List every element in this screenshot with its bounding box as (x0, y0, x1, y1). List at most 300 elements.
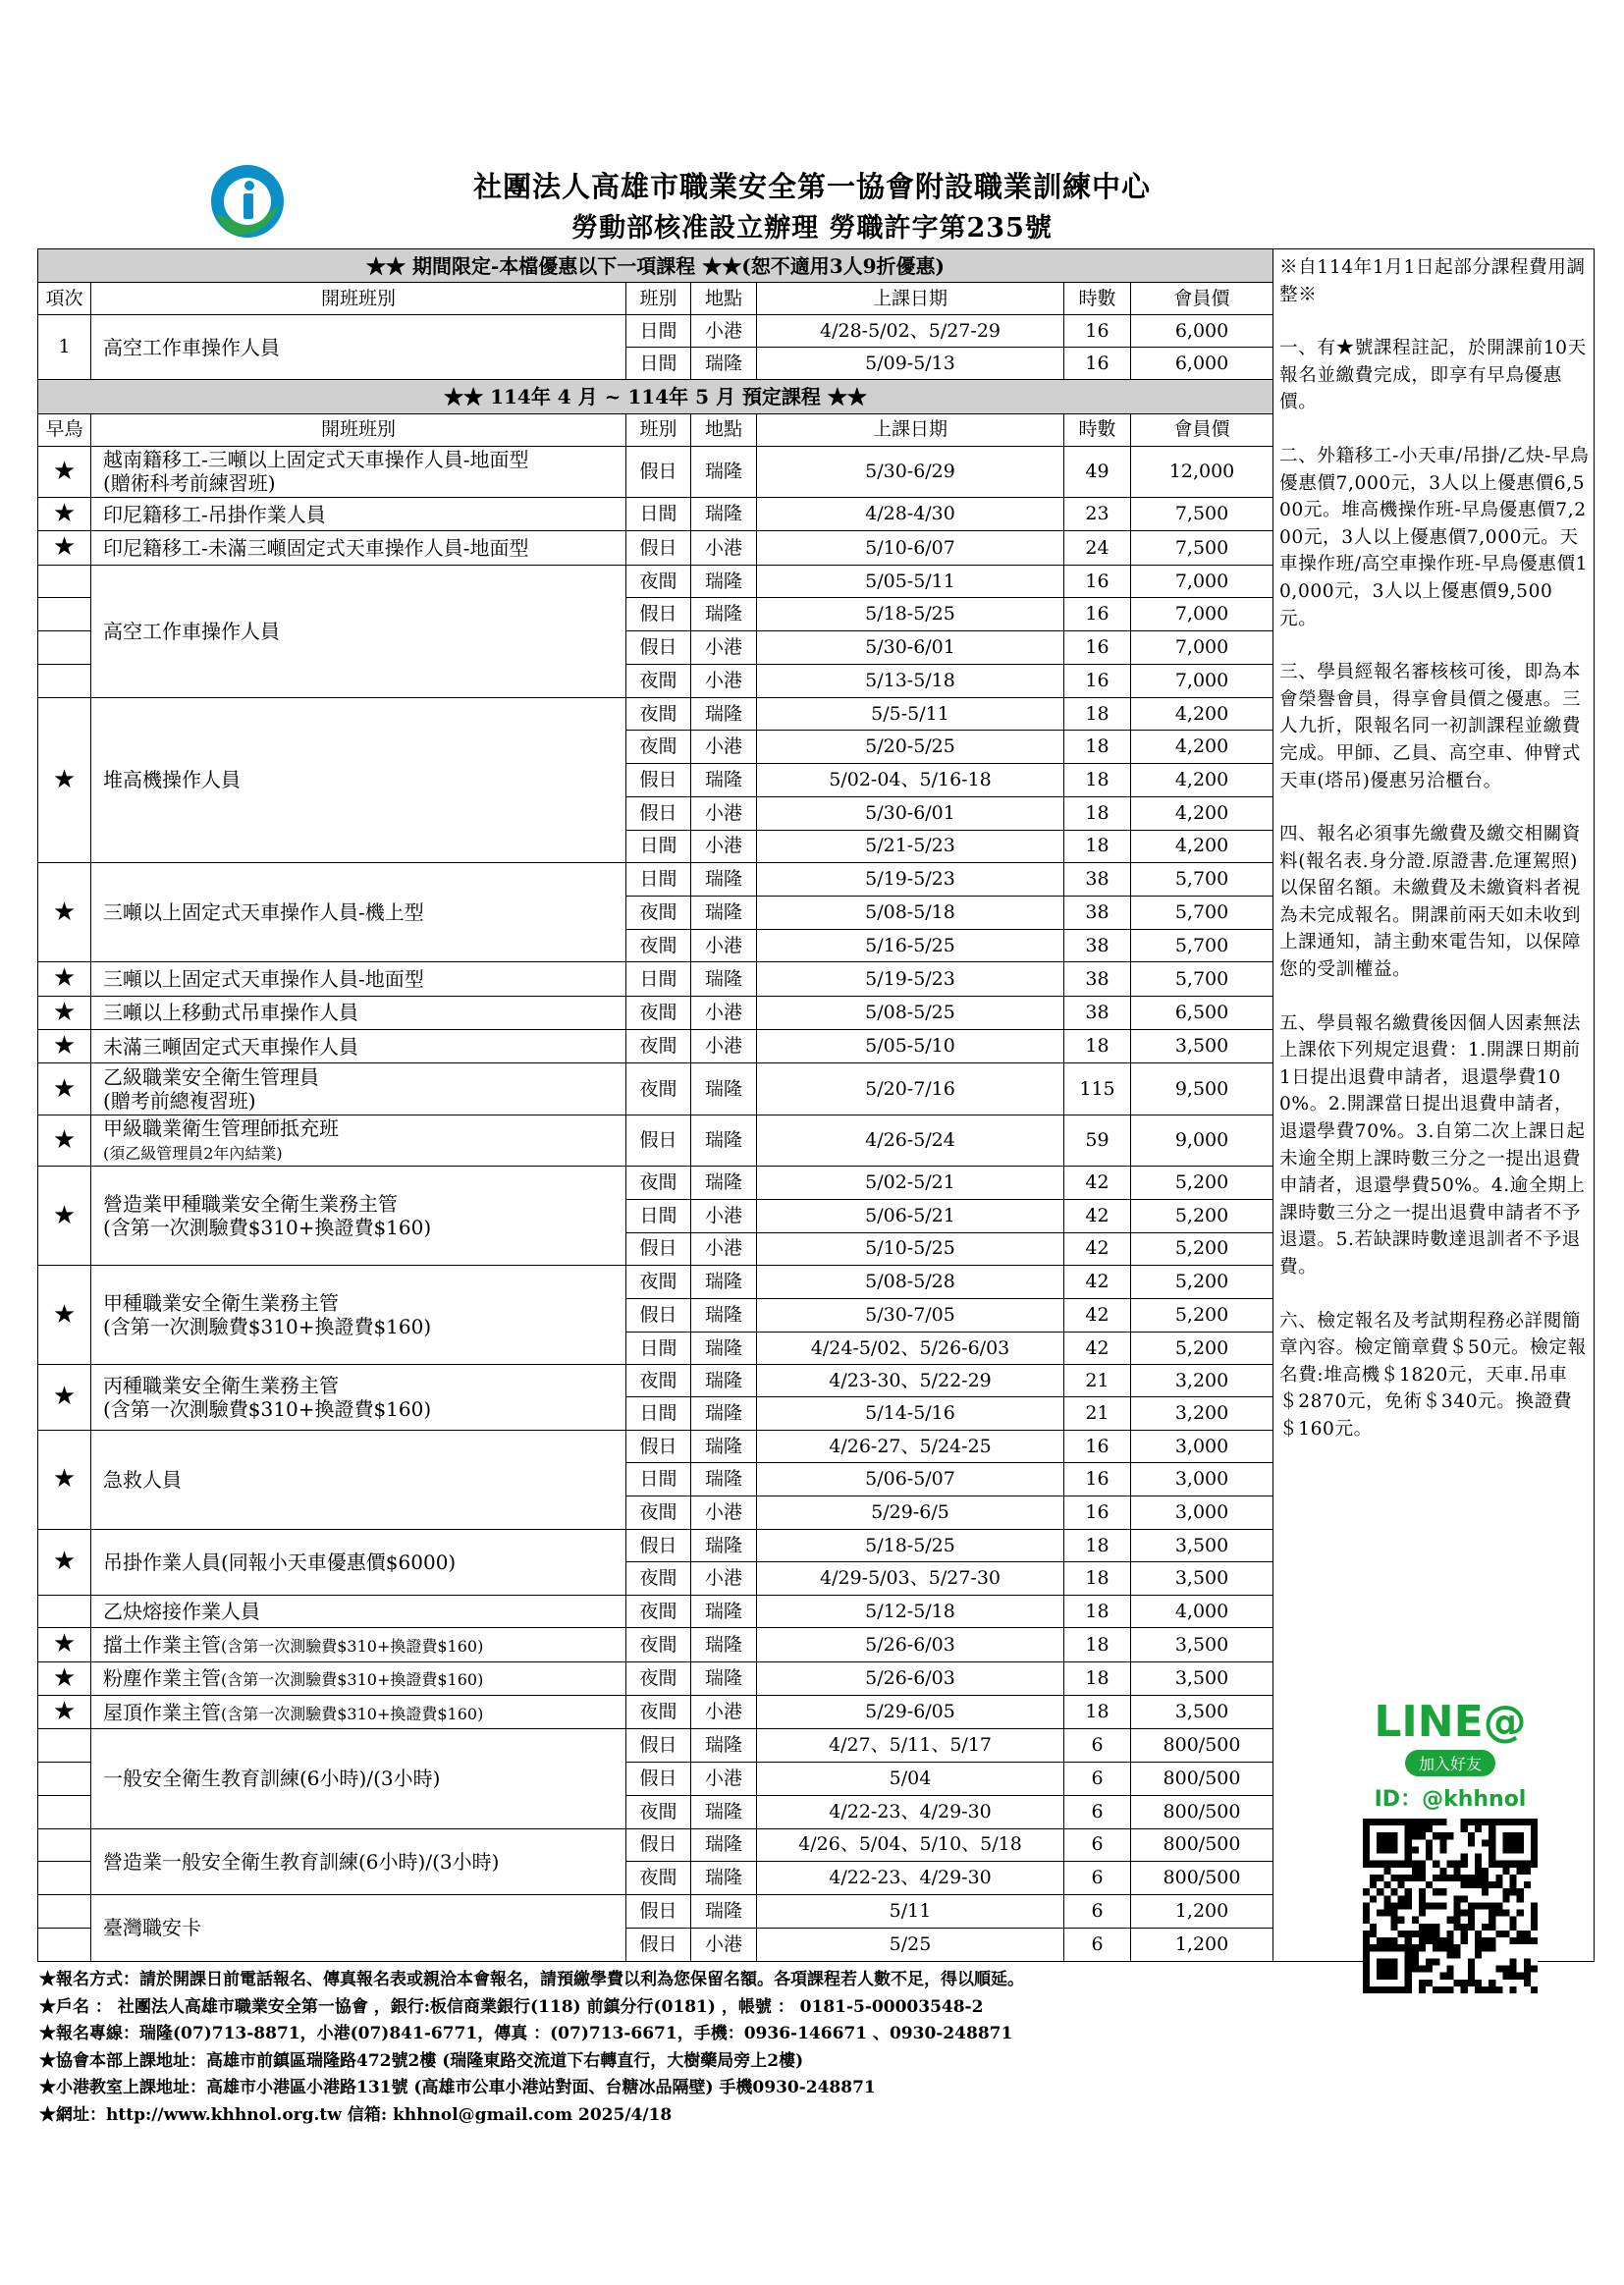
cell-date: 4/23-30、5/22-29 (757, 1365, 1064, 1397)
cell-hours: 18 (1064, 1628, 1131, 1661)
header-course-col: 開班班別 (91, 413, 626, 446)
cell-place: 小港 (691, 830, 757, 863)
course-name (91, 446, 626, 497)
cell-shift: 假日 (626, 1298, 691, 1332)
cell-price: 7,000 (1131, 565, 1273, 598)
cell-place: 瑞隆 (691, 1729, 757, 1763)
cell-date: 5/08-5/28 (757, 1266, 1064, 1299)
early-bird-empty (38, 1763, 91, 1796)
course-name-text: 急救人員 (103, 1467, 182, 1492)
cell-date: 5/02-04、5/16-18 (757, 764, 1064, 797)
early-bird-empty (38, 598, 91, 631)
cell-place: 小港 (691, 1928, 757, 1961)
course-name-text: 臺灣職安卡 (103, 1916, 201, 1940)
cell-date: 4/22-23、4/29-30 (757, 1795, 1064, 1828)
table-row (38, 315, 1273, 348)
cell-date: 5/04 (757, 1763, 1064, 1796)
cell-price: 7,500 (1131, 531, 1273, 565)
early-bird-star-icon: ★ (38, 1115, 91, 1166)
table-row (38, 1695, 1273, 1728)
cell-place: 瑞隆 (691, 1862, 757, 1895)
cell-date: 4/22-23、4/29-30 (757, 1862, 1064, 1895)
cell-place: 瑞隆 (691, 1795, 757, 1828)
cell-price: 1,200 (1131, 1928, 1273, 1961)
early-bird-empty (38, 1729, 91, 1763)
table-row (38, 498, 1273, 531)
course-name (91, 498, 626, 531)
cell-hours: 18 (1064, 796, 1131, 830)
cell-date: 5/08-5/25 (757, 996, 1064, 1029)
early-bird-star-icon: ★ (38, 498, 91, 531)
cell-place: 小港 (691, 1695, 757, 1728)
table-row (38, 1661, 1273, 1695)
cell-place: 小港 (691, 1763, 757, 1796)
cell-shift: 假日 (626, 1894, 691, 1928)
cell-shift: 日間 (626, 1463, 691, 1496)
cell-place: 瑞隆 (691, 1894, 757, 1928)
course-name-text: 三噸以上固定式天車操作人員-地面型 (103, 967, 424, 992)
course-name (91, 1063, 626, 1115)
table-row (38, 1828, 1273, 1862)
table-row (38, 1365, 1273, 1397)
table-row (38, 1430, 1273, 1463)
table-row (38, 1167, 1273, 1200)
header-index-col: 項次 (38, 283, 91, 315)
cell-hours: 16 (1064, 598, 1131, 631)
early-bird-empty (38, 1928, 91, 1961)
cell-date: 5/08-5/18 (757, 896, 1064, 929)
cell-hours: 6 (1064, 1828, 1131, 1862)
course-name-text: 粉塵作業主管 (103, 1666, 221, 1691)
header-price-col: 會員價 (1131, 283, 1273, 315)
course-name-text: 越南籍移工-三噸以上固定式天車操作人員-地面型 (103, 448, 529, 472)
cell-shift: 日間 (626, 1199, 691, 1232)
course-name-text: 擋土作業主管 (103, 1632, 221, 1657)
table-row (38, 1529, 1273, 1562)
cell-place: 小港 (691, 731, 757, 764)
early-bird-star-icon: ★ (38, 697, 91, 863)
course-name-text: 三噸以上移動式吊車操作人員 (103, 1001, 358, 1025)
cell-price: 6,000 (1131, 315, 1273, 348)
cell-place: 瑞隆 (691, 446, 757, 497)
cell-date: 4/26-5/24 (757, 1115, 1064, 1166)
cell-price: 5,200 (1131, 1332, 1273, 1365)
promo-header-row (38, 283, 1273, 315)
course-name (91, 1729, 626, 1828)
course-name (91, 1628, 626, 1661)
cell-date: 5/26-6/03 (757, 1661, 1064, 1695)
table-row (38, 1030, 1273, 1063)
cell-place: 瑞隆 (691, 962, 757, 996)
cell-shift: 日間 (626, 830, 691, 863)
promo-banner: ★★ 期間限定-本檔優惠以下一項課程 ★★(恕不適用3人9折優惠) (38, 249, 1273, 283)
cell-place: 小港 (691, 1496, 757, 1530)
header-price-col: 會員價 (1131, 413, 1273, 446)
cell-date: 5/26-6/03 (757, 1628, 1064, 1661)
cell-hours: 18 (1064, 731, 1131, 764)
cell-shift: 假日 (626, 531, 691, 565)
course-name-text: 乙級職業安全衛生管理員 (103, 1065, 319, 1090)
cell-hours: 6 (1064, 1795, 1131, 1828)
cell-hours: 16 (1064, 1496, 1131, 1530)
cell-shift: 夜間 (626, 1695, 691, 1728)
early-bird-empty (38, 1828, 91, 1862)
cell-date: 5/20-7/16 (757, 1063, 1064, 1115)
cell-hours: 42 (1064, 1199, 1131, 1232)
course-name-text: 吊掛作業人員(同報小天車優惠價$6000) (103, 1550, 457, 1574)
table-row (38, 1596, 1273, 1628)
promo-index: 1 (38, 315, 91, 380)
schedule-banner-row (38, 380, 1273, 413)
early-bird-star-icon: ★ (38, 1167, 91, 1266)
early-bird-star-icon: ★ (38, 1266, 91, 1365)
cell-shift: 假日 (626, 446, 691, 497)
cell-hours: 16 (1064, 664, 1131, 697)
cell-price: 3,000 (1131, 1430, 1273, 1463)
cell-date: 4/28-5/02、5/27-29 (757, 315, 1064, 348)
cell-shift: 夜間 (626, 1030, 691, 1063)
early-bird-empty (38, 1795, 91, 1828)
cell-date: 5/10-6/07 (757, 531, 1064, 565)
cell-hours: 21 (1064, 1365, 1131, 1397)
cell-place: 小港 (691, 996, 757, 1029)
cell-place: 小港 (691, 929, 757, 962)
cell-price: 3,500 (1131, 1030, 1273, 1063)
cell-shift: 假日 (626, 1928, 691, 1961)
footer-line: ★協會本部上課地址：高雄市前鎮區瑞隆路472號2樓 (瑞隆東路交流道下右轉直行，大樹藥局旁上2樓) (39, 2050, 804, 2071)
cell-date: 5/18-5/25 (757, 1529, 1064, 1562)
cell-price: 4,200 (1131, 796, 1273, 830)
table-row (38, 446, 1273, 497)
cell-date: 5/11 (757, 1894, 1064, 1928)
footer-line: ★戶名 ： 社團法人高雄市職業安全第一協會 ，銀行:板信商業銀行(118) 前鎮分行(0181) ，帳號 ： 0181-5-00003548-2 (39, 1996, 984, 2017)
cell-shift: 夜間 (626, 731, 691, 764)
table-row (38, 1894, 1273, 1928)
cell-date: 4/24-5/02、5/26-6/03 (757, 1332, 1064, 1365)
cell-price: 5,700 (1131, 863, 1273, 897)
header-index-col: 早鳥 (38, 413, 91, 446)
cell-hours: 42 (1064, 1167, 1131, 1200)
cell-shift: 夜間 (626, 1063, 691, 1115)
cell-shift: 夜間 (626, 1167, 691, 1200)
course-name-text: 高空工作車操作人員 (103, 619, 280, 643)
early-bird-star-icon: ★ (38, 962, 91, 996)
cell-hours: 38 (1064, 962, 1131, 996)
course-name (91, 863, 626, 962)
cell-price: 800/500 (1131, 1828, 1273, 1862)
cell-price: 3,200 (1131, 1397, 1273, 1430)
cell-price: 5,700 (1131, 896, 1273, 929)
cell-date: 5/06-5/21 (757, 1199, 1064, 1232)
cell-price: 9,500 (1131, 1063, 1273, 1115)
header-shift-col: 班別 (626, 283, 691, 315)
cell-shift: 夜間 (626, 896, 691, 929)
cell-hours: 18 (1064, 830, 1131, 863)
header-shift-col: 班別 (626, 413, 691, 446)
cell-price: 5,200 (1131, 1232, 1273, 1266)
cell-price: 1,200 (1131, 1894, 1273, 1928)
cell-place: 瑞隆 (691, 1332, 757, 1365)
cell-date: 5/29-6/5 (757, 1496, 1064, 1530)
table-row (38, 1115, 1273, 1166)
cell-place: 瑞隆 (691, 1063, 757, 1115)
cell-hours: 42 (1064, 1266, 1131, 1299)
cell-shift: 日間 (626, 498, 691, 531)
notes-heading: ※自114年1月1日起部分課程費用調整※ (1279, 257, 1586, 305)
cell-date: 5/16-5/25 (757, 929, 1064, 962)
cell-date: 5/05-5/10 (757, 1030, 1064, 1063)
cell-shift: 假日 (626, 631, 691, 665)
cell-place: 瑞隆 (691, 565, 757, 598)
cell-date: 5/25 (757, 1928, 1064, 1961)
cell-price: 800/500 (1131, 1763, 1273, 1796)
line-logo: LINE@ (1374, 1697, 1527, 1747)
cell-date: 5/30-7/05 (757, 1298, 1064, 1332)
cell-price: 5,200 (1131, 1199, 1273, 1232)
cell-place: 瑞隆 (691, 1430, 757, 1463)
early-bird-empty (38, 1862, 91, 1895)
cell-date: 5/14-5/16 (757, 1397, 1064, 1430)
cell-price: 3,500 (1131, 1562, 1273, 1596)
early-bird-star-icon: ★ (38, 1695, 91, 1728)
course-name-text: 堆高機操作人員 (103, 768, 241, 792)
cell-price: 5,700 (1131, 962, 1273, 996)
cell-place: 瑞隆 (691, 1397, 757, 1430)
cell-date: 5/5-5/11 (757, 697, 1064, 731)
cell-date: 5/18-5/25 (757, 598, 1064, 631)
cell-hours: 16 (1064, 565, 1131, 598)
cell-hours: 16 (1064, 1430, 1131, 1463)
cell-hours: 38 (1064, 929, 1131, 962)
course-name-text: 丙種職業安全衛生業務主管 (103, 1373, 339, 1397)
cell-hours: 38 (1064, 996, 1131, 1029)
cell-place: 瑞隆 (691, 1266, 757, 1299)
cell-price: 3,200 (1131, 1365, 1273, 1397)
course-name (91, 1695, 626, 1728)
cell-place: 瑞隆 (691, 1365, 757, 1397)
cell-price: 4,200 (1131, 830, 1273, 863)
early-bird-star-icon: ★ (38, 1365, 91, 1430)
cell-date: 5/09-5/13 (757, 348, 1064, 380)
cell-shift: 假日 (626, 1430, 691, 1463)
table-row (38, 697, 1273, 731)
early-bird-empty (38, 1894, 91, 1928)
cell-hours: 6 (1064, 1763, 1131, 1796)
cell-hours: 6 (1064, 1928, 1131, 1961)
course-name (91, 962, 626, 996)
cell-place: 小港 (691, 315, 757, 348)
course-name (91, 1828, 626, 1894)
cell-shift: 假日 (626, 1115, 691, 1166)
cell-shift: 假日 (626, 598, 691, 631)
course-name-text: 未滿三噸固定式天車操作人員 (103, 1034, 358, 1059)
cell-place: 瑞隆 (691, 1828, 757, 1862)
header-date-col: 上課日期 (757, 413, 1064, 446)
cell-hours: 59 (1064, 1115, 1131, 1166)
cell-price: 3,500 (1131, 1661, 1273, 1695)
cell-price: 3,000 (1131, 1496, 1273, 1530)
cell-hours: 42 (1064, 1232, 1131, 1266)
cell-shift: 夜間 (626, 996, 691, 1029)
course-name (91, 1030, 626, 1063)
schedule-banner: ★★ 114年 4 月 ~ 114年 5 月 預定課程 ★★ (38, 380, 1273, 413)
line-add-friend-button[interactable]: 加入好友 (1405, 1750, 1495, 1776)
cell-place: 瑞隆 (691, 1167, 757, 1200)
cell-hours: 6 (1064, 1862, 1131, 1895)
cell-hours: 42 (1064, 1332, 1131, 1365)
promo-banner-row (38, 249, 1273, 283)
cell-place: 瑞隆 (691, 697, 757, 731)
cell-hours: 21 (1064, 1397, 1131, 1430)
early-bird-star-icon: ★ (38, 1529, 91, 1595)
cell-shift: 夜間 (626, 1365, 691, 1397)
cell-price: 7,000 (1131, 664, 1273, 697)
note-item: 一、有★號課程註記，於開課前10天報名並繳費完成，即享有早鳥優惠價。 (1279, 338, 1587, 413)
course-name (91, 697, 626, 863)
cell-date: 4/26-27、5/24-25 (757, 1430, 1064, 1463)
cell-place: 瑞隆 (691, 1628, 757, 1661)
cell-price: 6,500 (1131, 996, 1273, 1029)
cell-price: 3,500 (1131, 1628, 1273, 1661)
cell-price: 4,200 (1131, 731, 1273, 764)
cell-date: 4/27、5/11、5/17 (757, 1729, 1064, 1763)
cell-place: 瑞隆 (691, 863, 757, 897)
cell-shift: 假日 (626, 1529, 691, 1562)
cell-place: 瑞隆 (691, 1596, 757, 1628)
cell-date: 5/20-5/25 (757, 731, 1064, 764)
cell-hours: 38 (1064, 863, 1131, 897)
cell-place: 瑞隆 (691, 1463, 757, 1496)
course-name-text: 印尼籍移工-吊掛作業人員 (103, 502, 326, 526)
course-name-note: (贈考前總複習班) (103, 1089, 256, 1114)
course-name (91, 1115, 626, 1166)
cell-hours: 18 (1064, 764, 1131, 797)
course-name (91, 1596, 626, 1628)
cell-price: 6,000 (1131, 348, 1273, 380)
cell-date: 5/06-5/07 (757, 1463, 1064, 1496)
course-name (91, 996, 626, 1029)
note-item: 三、學員經報名審核核可後，即為本會榮譽會員，得享會員價之優惠。三人九折，限報名同一初訓課程並繳費完成。甲師、乙員、高空車、伸臂式天車(塔吊)優惠另洽櫃台。 (1279, 662, 1582, 791)
early-bird-star-icon: ★ (38, 996, 91, 1029)
cell-date: 5/29-6/05 (757, 1695, 1064, 1728)
cell-price: 4,000 (1131, 1596, 1273, 1628)
cell-place: 瑞隆 (691, 498, 757, 531)
cell-hours: 42 (1064, 1298, 1131, 1332)
cell-place: 小港 (691, 664, 757, 697)
cell-place: 瑞隆 (691, 896, 757, 929)
cell-date: 5/02-5/21 (757, 1167, 1064, 1200)
line-contact (1342, 1697, 1558, 1997)
note-item: 六、檢定報名及考試期程務必詳閱簡章內容。檢定簡章費＄50元。檢定報名費:堆高機＄1820元，天車.吊車＄2870元，免術＄340元。換證費＄160元。 (1279, 1310, 1587, 1440)
footer-line: ★小港教室上課地址：高雄市小港區小港路131號 (高雄市公車小港站對面、台糖冰品隔壁) 手機0930-248871 (39, 2078, 876, 2097)
course-name-note: (含第一次測驗費$310+換證費$160) (221, 1670, 484, 1690)
course-name-text: 印尼籍移工-未滿三噸固定式天車操作人員-地面型 (103, 536, 529, 561)
footer-line: ★網址：http://www.khhnol.org.tw 信箱: khhnol@gmail.com 2025/4/18 (39, 2104, 673, 2125)
cell-hours: 16 (1064, 631, 1131, 665)
table-row (38, 996, 1273, 1029)
cell-place: 小港 (691, 531, 757, 565)
document-header (0, 157, 1624, 245)
cell-shift: 日間 (626, 863, 691, 897)
cell-hours: 23 (1064, 498, 1131, 531)
cell-shift: 夜間 (626, 1562, 691, 1596)
early-bird-star-icon: ★ (38, 1628, 91, 1661)
course-name (91, 1167, 626, 1266)
cell-price: 800/500 (1131, 1795, 1273, 1828)
cell-hours: 6 (1064, 1729, 1131, 1763)
early-bird-star-icon: ★ (38, 1030, 91, 1063)
cell-price: 12,000 (1131, 446, 1273, 497)
table-row (38, 565, 1273, 598)
license-subtitle: 勞動部核准設立辦理 勞職許字第235號 (571, 213, 1053, 244)
cell-price: 3,000 (1131, 1463, 1273, 1496)
course-name-note: (含第一次測驗費$310+換證費$160) (221, 1636, 484, 1656)
cell-shift: 日間 (626, 962, 691, 996)
cell-hours: 18 (1064, 697, 1131, 731)
header-date-col: 上課日期 (757, 283, 1064, 315)
cell-shift: 夜間 (626, 1266, 691, 1299)
course-name-text: 一般安全衛生教育訓練(6小時)/(3小時) (103, 1767, 441, 1791)
early-bird-empty (38, 664, 91, 697)
table-row (38, 863, 1273, 897)
course-name (91, 565, 626, 697)
cell-price: 3,500 (1131, 1695, 1273, 1728)
cell-place: 小港 (691, 1232, 757, 1266)
course-name-note: (含第一次測驗費$310+換證費$160) (103, 1216, 432, 1240)
cell-date: 5/19-5/23 (757, 863, 1064, 897)
cell-price: 800/500 (1131, 1862, 1273, 1895)
cell-hours: 16 (1064, 348, 1131, 380)
cell-date: 5/10-5/25 (757, 1232, 1064, 1266)
cell-price: 9,000 (1131, 1115, 1273, 1166)
table-row (38, 962, 1273, 996)
cell-place: 瑞隆 (691, 1529, 757, 1562)
cell-hours: 49 (1064, 446, 1131, 497)
early-bird-empty (38, 565, 91, 598)
course-name-text: 乙炔熔接作業人員 (103, 1600, 260, 1624)
early-bird-star-icon: ★ (38, 1063, 91, 1115)
early-bird-empty (38, 1596, 91, 1628)
cell-hours: 16 (1064, 315, 1131, 348)
cell-place: 瑞隆 (691, 1661, 757, 1695)
cell-date: 5/30-6/29 (757, 446, 1064, 497)
course-name-text: 屋頂作業主管 (103, 1700, 221, 1724)
cell-shift: 夜間 (626, 1795, 691, 1828)
cell-place: 小港 (691, 1199, 757, 1232)
note-item: 二、外籍移工-小天車/吊掛/乙炔-早鳥優惠價7,000元，3人以上優惠價6,500元。堆高機操作班-早鳥優惠價7,200元，3人以上優惠價7,000元。天車操作班/高空車操作班-早鳥優惠價10,000元，3人以上優惠價9,500元。 (1279, 445, 1590, 629)
course-schedule-table (37, 248, 1273, 1962)
cell-shift: 日間 (626, 1397, 691, 1430)
course-name-note: (須乙級管理員2年內結業) (103, 1144, 283, 1164)
cell-hours: 115 (1064, 1063, 1131, 1115)
cell-place: 瑞隆 (691, 1298, 757, 1332)
cell-price: 5,200 (1131, 1298, 1273, 1332)
promo-course-name: 高空工作車操作人員 (91, 315, 626, 380)
notes-panel (1272, 248, 1595, 1962)
cell-shift: 日間 (626, 348, 691, 380)
cell-price: 3,500 (1131, 1529, 1273, 1562)
cell-price: 5,700 (1131, 929, 1273, 962)
early-bird-star-icon: ★ (38, 863, 91, 962)
center-title: 社團法人高雄市職業安全第一協會附設職業訓練中心 (472, 170, 1151, 203)
cell-date: 5/30-6/01 (757, 796, 1064, 830)
cell-shift: 夜間 (626, 1661, 691, 1695)
course-name-text: 營造業甲種職業安全衛生業務主管 (103, 1192, 398, 1217)
cell-place: 小港 (691, 1030, 757, 1063)
note-item: 四、報名必須事先繳費及繳交相關資料(報名表.身分證.原證書.危運駕照)以保留名額。未繳費及未繳資料者視為未完成報名。開課前兩天如未收到上課通知，請主動來電告知，以保障您的受訓權益。 (1279, 824, 1582, 981)
cell-shift: 假日 (626, 1232, 691, 1266)
early-bird-star-icon: ★ (38, 1661, 91, 1695)
